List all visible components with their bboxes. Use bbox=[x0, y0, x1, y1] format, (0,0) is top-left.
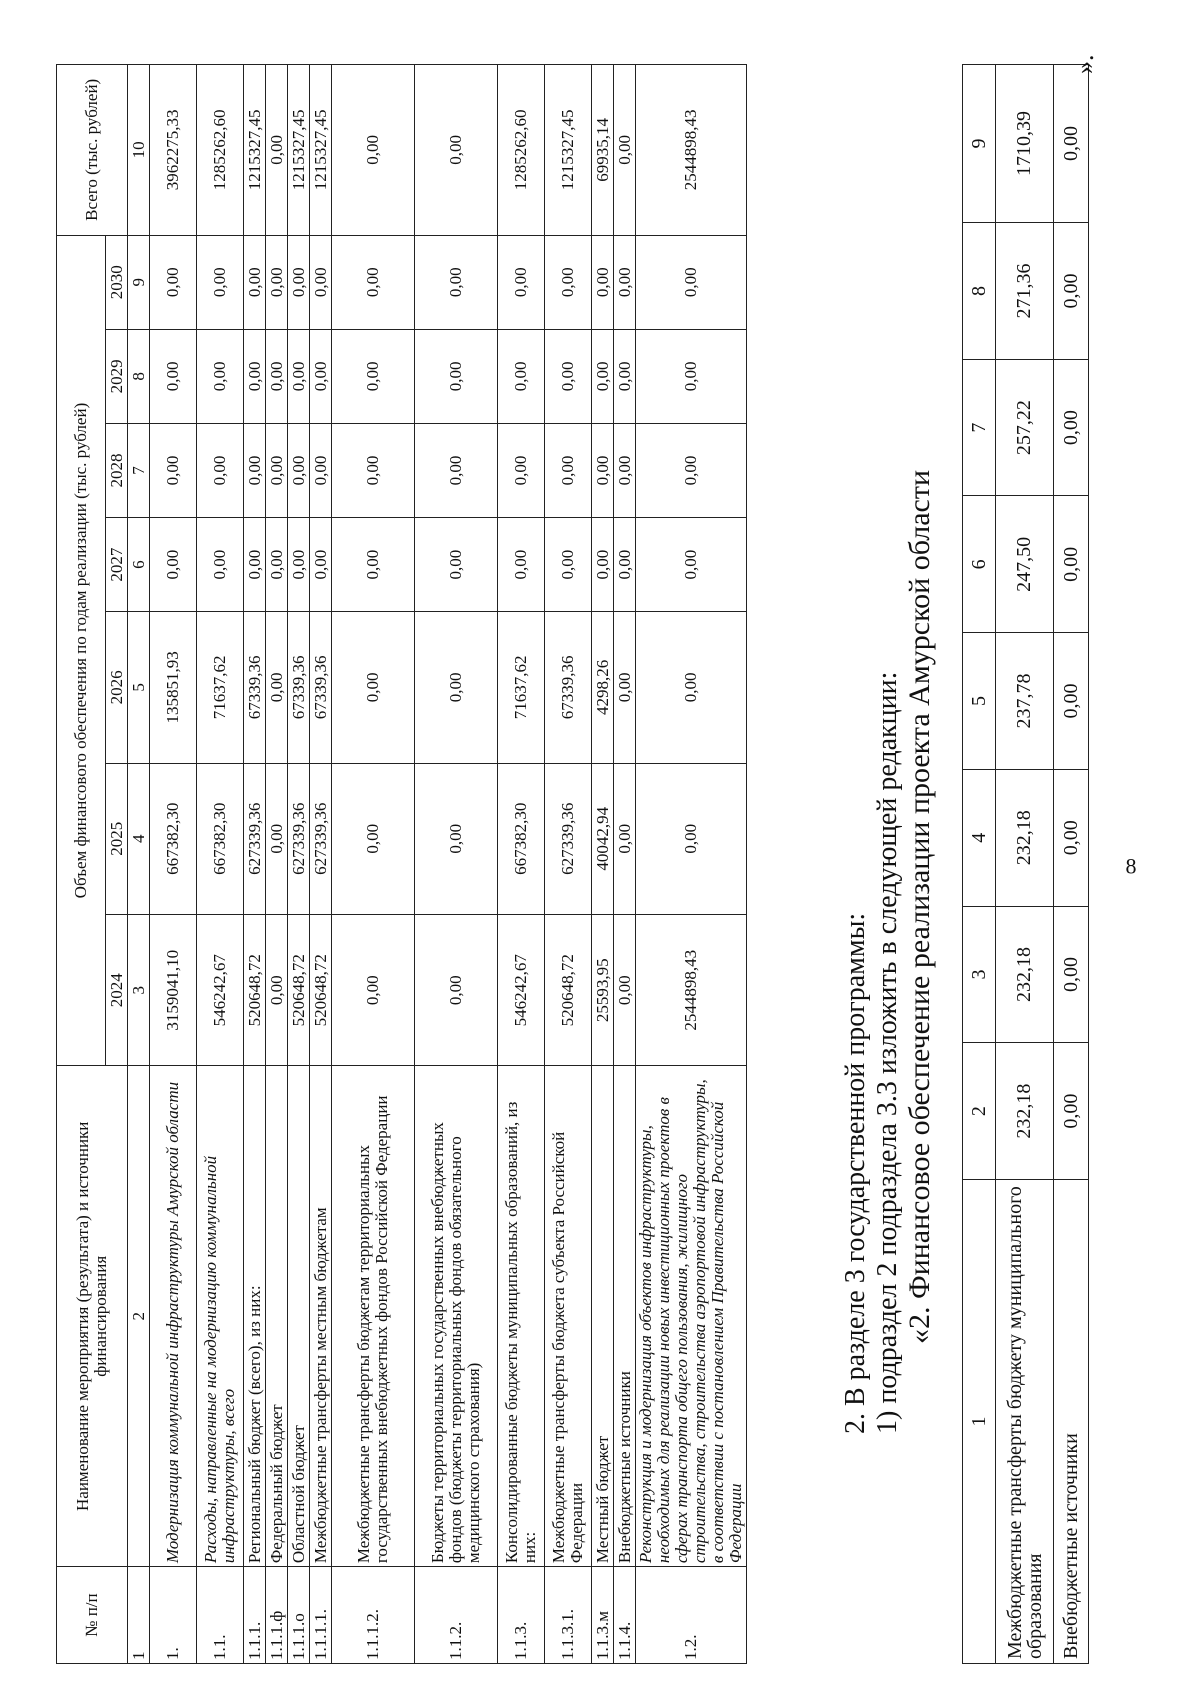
col-number: 5 bbox=[963, 633, 996, 770]
cell-value: 0,00 bbox=[592, 329, 614, 423]
cell-value: 1710,39 bbox=[996, 65, 1054, 223]
cell-value: 667382,30 bbox=[498, 763, 545, 914]
row-name: Местный бюджет bbox=[592, 1066, 614, 1567]
cell-value: 67339,36 bbox=[545, 612, 592, 763]
cell-value: 0,00 bbox=[288, 329, 310, 423]
cell-value: 0,00 bbox=[266, 65, 288, 236]
paragraph-section-3: 2. В разделе 3 государственной программы: bbox=[840, 912, 871, 1434]
col-number: 8 bbox=[963, 223, 996, 360]
section-heading: «2. Финансовое обеспечение реализации проекта Амурской области bbox=[903, 469, 936, 1344]
row-num: 1. bbox=[150, 1567, 197, 1664]
col-number: 2 bbox=[963, 1043, 996, 1180]
row-name: Внебюджетные источники bbox=[614, 1066, 636, 1567]
cell-value: 0,00 bbox=[415, 235, 498, 329]
cell-value: 232,18 bbox=[996, 906, 1054, 1043]
table-row bbox=[150, 65, 197, 1664]
cell-value: 0,00 bbox=[332, 65, 415, 236]
cell-value: 0,00 bbox=[332, 915, 415, 1066]
row-num: 1.1.4. bbox=[614, 1567, 636, 1664]
cell-value: 627339,36 bbox=[288, 763, 310, 914]
cell-value: 0,00 bbox=[1054, 496, 1089, 633]
cell-value: 0,00 bbox=[498, 235, 545, 329]
row-label: Межбюджетные трансферты бюджету муниципального образования bbox=[996, 1180, 1054, 1664]
col-number: 4 bbox=[128, 763, 150, 914]
page-number: 8 bbox=[1125, 853, 1137, 879]
cell-value: 667382,30 bbox=[150, 763, 197, 914]
cell-value: 0,00 bbox=[1054, 769, 1089, 906]
cell-value: 0,00 bbox=[614, 423, 636, 517]
row-num: 1.1.1.ф bbox=[266, 1567, 288, 1664]
table-row bbox=[545, 65, 592, 1664]
cell-value: 1285262,60 bbox=[498, 65, 545, 236]
table-header-row bbox=[57, 65, 106, 1664]
cell-value: 0,00 bbox=[197, 329, 244, 423]
cell-value: 2544898,43 bbox=[636, 65, 747, 236]
col-number: 8 bbox=[128, 329, 150, 423]
cell-value: 0,00 bbox=[636, 235, 747, 329]
cell-value: 1285262,60 bbox=[197, 65, 244, 236]
cell-value: 271,36 bbox=[996, 223, 1054, 360]
cell-value: 67339,36 bbox=[288, 612, 310, 763]
col-number: 7 bbox=[963, 359, 996, 496]
cell-value: 0,00 bbox=[266, 235, 288, 329]
cell-value: 0,00 bbox=[288, 518, 310, 612]
cell-value: 0,00 bbox=[636, 612, 747, 763]
col-number: 1 bbox=[128, 1567, 150, 1664]
row-num: 1.1.2. bbox=[415, 1567, 498, 1664]
cell-value: 0,00 bbox=[150, 518, 197, 612]
row-name: Региональный бюджет (всего), из них: bbox=[244, 1066, 266, 1567]
row-num: 1.1.1.2. bbox=[332, 1567, 415, 1664]
cell-value: 0,00 bbox=[310, 423, 332, 517]
cell-value: 627339,36 bbox=[545, 763, 592, 914]
row-label: Внебюджетные источники bbox=[1054, 1180, 1089, 1664]
row-num: 1.1.3.1. bbox=[545, 1567, 592, 1664]
paragraph-subsection: 1) подраздел 2 подраздела 3.3 изложить в следующей редакции: bbox=[872, 671, 903, 1434]
cell-value: 0,00 bbox=[310, 329, 332, 423]
cell-value: 0,00 bbox=[266, 915, 288, 1066]
cell-value: 4298,26 bbox=[592, 612, 614, 763]
row-num: 1.1. bbox=[197, 1567, 244, 1664]
header-year: 2027 bbox=[106, 518, 128, 612]
col-number: 9 bbox=[963, 65, 996, 223]
table-row bbox=[498, 65, 545, 1664]
col-number: 7 bbox=[128, 423, 150, 517]
cell-value: 0,00 bbox=[150, 329, 197, 423]
cell-value: 1215327,45 bbox=[288, 65, 310, 236]
cell-value: 0,00 bbox=[545, 329, 592, 423]
cell-value: 546242,67 bbox=[498, 915, 545, 1066]
header-volume: Объем финансового обеспечения по годам реализации (тыс. рублей) bbox=[57, 235, 106, 1066]
cell-value: 0,00 bbox=[415, 915, 498, 1066]
row-name: Областной бюджет bbox=[288, 1066, 310, 1567]
cell-value: 0,00 bbox=[310, 235, 332, 329]
table-row bbox=[1054, 65, 1089, 1664]
cell-value: 0,00 bbox=[592, 423, 614, 517]
col-number: 3 bbox=[963, 906, 996, 1043]
cell-value: 627339,36 bbox=[310, 763, 332, 914]
header-num: № п/п bbox=[57, 1567, 128, 1664]
header-total: Всего (тыс. рублей) bbox=[57, 65, 128, 236]
cell-value: 0,00 bbox=[197, 518, 244, 612]
table-row bbox=[310, 65, 332, 1664]
row-name: Модернизация коммунальной инфраструктуры Амурской области bbox=[150, 1066, 197, 1567]
table-row bbox=[244, 65, 266, 1664]
cell-value: 0,00 bbox=[288, 423, 310, 517]
cell-value: 520648,72 bbox=[244, 915, 266, 1066]
cell-value: 67339,36 bbox=[310, 612, 332, 763]
cell-value: 257,22 bbox=[996, 359, 1054, 496]
cell-value: 0,00 bbox=[244, 518, 266, 612]
table-row bbox=[636, 65, 747, 1664]
col-number: 4 bbox=[963, 769, 996, 906]
cell-value: 0,00 bbox=[266, 423, 288, 517]
cell-value: 0,00 bbox=[614, 65, 636, 236]
cell-value: 0,00 bbox=[545, 235, 592, 329]
cell-value: 71637,62 bbox=[197, 612, 244, 763]
cell-value: 0,00 bbox=[332, 235, 415, 329]
cell-value: 0,00 bbox=[614, 612, 636, 763]
cell-value: 0,00 bbox=[150, 423, 197, 517]
cell-value: 0,00 bbox=[1054, 906, 1089, 1043]
cell-value: 0,00 bbox=[197, 235, 244, 329]
cell-value: 0,00 bbox=[332, 763, 415, 914]
row-num: 1.1.3. bbox=[498, 1567, 545, 1664]
cell-value: 0,00 bbox=[332, 518, 415, 612]
cell-value: 0,00 bbox=[415, 423, 498, 517]
cell-value: 0,00 bbox=[636, 518, 747, 612]
row-num: 1.1.3.м bbox=[592, 1567, 614, 1664]
header-name: Наименование мероприятия (результата) и источники финансирования bbox=[57, 1066, 128, 1567]
cell-value: 25593,95 bbox=[592, 915, 614, 1066]
cell-value: 0,00 bbox=[150, 235, 197, 329]
row-name: Реконструкция и модернизация объектов инфраструктуры, необходимых для реализации новых инвестиционных проектов в сферах транспорта общего пользования, жилищного строительства, строительства аэропортовой инфраструктуры, в соответствии с постановлением Правительства Российской Федерации bbox=[636, 1066, 747, 1567]
cell-value: 0,00 bbox=[636, 329, 747, 423]
cell-value: 135851,93 bbox=[150, 612, 197, 763]
cell-value: 3962275,33 bbox=[150, 65, 197, 236]
row-name: Консолидированные бюджеты муниципальных образований, из них: bbox=[498, 1066, 545, 1567]
table-column-numbers bbox=[128, 65, 150, 1664]
cell-value: 667382,30 bbox=[197, 763, 244, 914]
col-number: 6 bbox=[128, 518, 150, 612]
cell-value: 0,00 bbox=[244, 235, 266, 329]
cell-value: 0,00 bbox=[614, 329, 636, 423]
col-number: 9 bbox=[128, 235, 150, 329]
cell-value: 67339,36 bbox=[244, 612, 266, 763]
cell-value: 0,00 bbox=[614, 235, 636, 329]
cell-value: 0,00 bbox=[1054, 1043, 1089, 1180]
cell-value: 0,00 bbox=[498, 518, 545, 612]
cell-value: 0,00 bbox=[614, 763, 636, 914]
cell-value: 0,00 bbox=[614, 915, 636, 1066]
cell-value: 520648,72 bbox=[288, 915, 310, 1066]
cell-value: 0,00 bbox=[266, 518, 288, 612]
header-year: 2029 bbox=[106, 329, 128, 423]
col-number: 3 bbox=[128, 915, 150, 1066]
top-table bbox=[962, 64, 1089, 1664]
cell-value: 0,00 bbox=[592, 518, 614, 612]
col-number: 2 bbox=[128, 1066, 150, 1567]
cell-value: 71637,62 bbox=[498, 612, 545, 763]
cell-value: 2544898,43 bbox=[636, 915, 747, 1066]
table-row bbox=[614, 65, 636, 1664]
cell-value: 3159041,10 bbox=[150, 915, 197, 1066]
cell-value: 0,00 bbox=[244, 423, 266, 517]
row-num: 1.2. bbox=[636, 1567, 747, 1664]
cell-value: 0,00 bbox=[266, 612, 288, 763]
row-name: Межбюджетные трансферты бюджета субъекта Российской Федерации bbox=[545, 1066, 592, 1567]
col-number: 5 bbox=[128, 612, 150, 763]
col-number: 10 bbox=[128, 65, 150, 236]
cell-value: 0,00 bbox=[415, 763, 498, 914]
header-year: 2026 bbox=[106, 612, 128, 763]
header-year: 2024 bbox=[106, 915, 128, 1066]
cell-value: 0,00 bbox=[636, 423, 747, 517]
cell-value: 1215327,45 bbox=[545, 65, 592, 236]
cell-value: 0,00 bbox=[266, 763, 288, 914]
table-row bbox=[996, 65, 1054, 1664]
cell-value: 0,00 bbox=[415, 329, 498, 423]
cell-value: 0,00 bbox=[1054, 223, 1089, 360]
cell-value: 232,18 bbox=[996, 1043, 1054, 1180]
table-row bbox=[288, 65, 310, 1664]
cell-value: 1215327,45 bbox=[310, 65, 332, 236]
cell-value: 546242,67 bbox=[197, 915, 244, 1066]
cell-value: 237,78 bbox=[996, 633, 1054, 770]
row-name: Федеральный бюджет bbox=[266, 1066, 288, 1567]
table-row bbox=[415, 65, 498, 1664]
cell-value: 1215327,45 bbox=[244, 65, 266, 236]
row-name: Бюджеты территориальных государственных внебюджетных фондов (бюджеты территориальных фондов обязательного медицинского страхования) bbox=[415, 1066, 498, 1567]
cell-value: 40042,94 bbox=[592, 763, 614, 914]
table-row bbox=[332, 65, 415, 1664]
cell-value: 520648,72 bbox=[310, 915, 332, 1066]
closing-quote: ». bbox=[1070, 54, 1099, 74]
cell-value: 247,50 bbox=[996, 496, 1054, 633]
row-name: Межбюджетные трансферты бюджетам территориальных государственных внебюджетных фондов Российской Федерации bbox=[332, 1066, 415, 1567]
row-name: Расходы, направленные на модернизацию коммунальной инфраструктуры, всего bbox=[197, 1066, 244, 1567]
header-year: 2025 bbox=[106, 763, 128, 914]
cell-value: 0,00 bbox=[197, 423, 244, 517]
cell-value: 0,00 bbox=[332, 612, 415, 763]
table-row bbox=[592, 65, 614, 1664]
table-row bbox=[266, 65, 288, 1664]
cell-value: 0,00 bbox=[332, 423, 415, 517]
cell-value: 0,00 bbox=[545, 423, 592, 517]
cell-value: 0,00 bbox=[266, 329, 288, 423]
cell-value: 0,00 bbox=[415, 612, 498, 763]
cell-value: 0,00 bbox=[498, 329, 545, 423]
cell-value: 0,00 bbox=[310, 518, 332, 612]
cell-value: 0,00 bbox=[288, 235, 310, 329]
cell-value: 627339,36 bbox=[244, 763, 266, 914]
table-row bbox=[197, 65, 244, 1664]
col-number: 1 bbox=[963, 1180, 996, 1664]
top-table-header-row bbox=[963, 65, 996, 1664]
cell-value: 0,00 bbox=[1054, 633, 1089, 770]
cell-value: 0,00 bbox=[415, 518, 498, 612]
financing-table bbox=[56, 64, 747, 1664]
cell-value: 0,00 bbox=[614, 518, 636, 612]
cell-value: 0,00 bbox=[332, 329, 415, 423]
cell-value: 0,00 bbox=[244, 329, 266, 423]
cell-value: 0,00 bbox=[1054, 65, 1089, 223]
cell-value: 0,00 bbox=[498, 423, 545, 517]
row-num: 1.1.1.1. bbox=[310, 1567, 332, 1664]
row-name: Межбюджетные трансферты местным бюджетам bbox=[310, 1066, 332, 1567]
header-year: 2030 bbox=[106, 235, 128, 329]
cell-value: 520648,72 bbox=[545, 915, 592, 1066]
col-number: 6 bbox=[963, 496, 996, 633]
row-num: 1.1.1. bbox=[244, 1567, 266, 1664]
cell-value: 69935,14 bbox=[592, 65, 614, 236]
row-num: 1.1.1.о bbox=[288, 1567, 310, 1664]
cell-value: 0,00 bbox=[592, 235, 614, 329]
header-year: 2028 bbox=[106, 423, 128, 517]
cell-value: 0,00 bbox=[1054, 359, 1089, 496]
cell-value: 0,00 bbox=[415, 65, 498, 236]
cell-value: 0,00 bbox=[636, 763, 747, 914]
cell-value: 0,00 bbox=[545, 518, 592, 612]
cell-value: 232,18 bbox=[996, 769, 1054, 906]
